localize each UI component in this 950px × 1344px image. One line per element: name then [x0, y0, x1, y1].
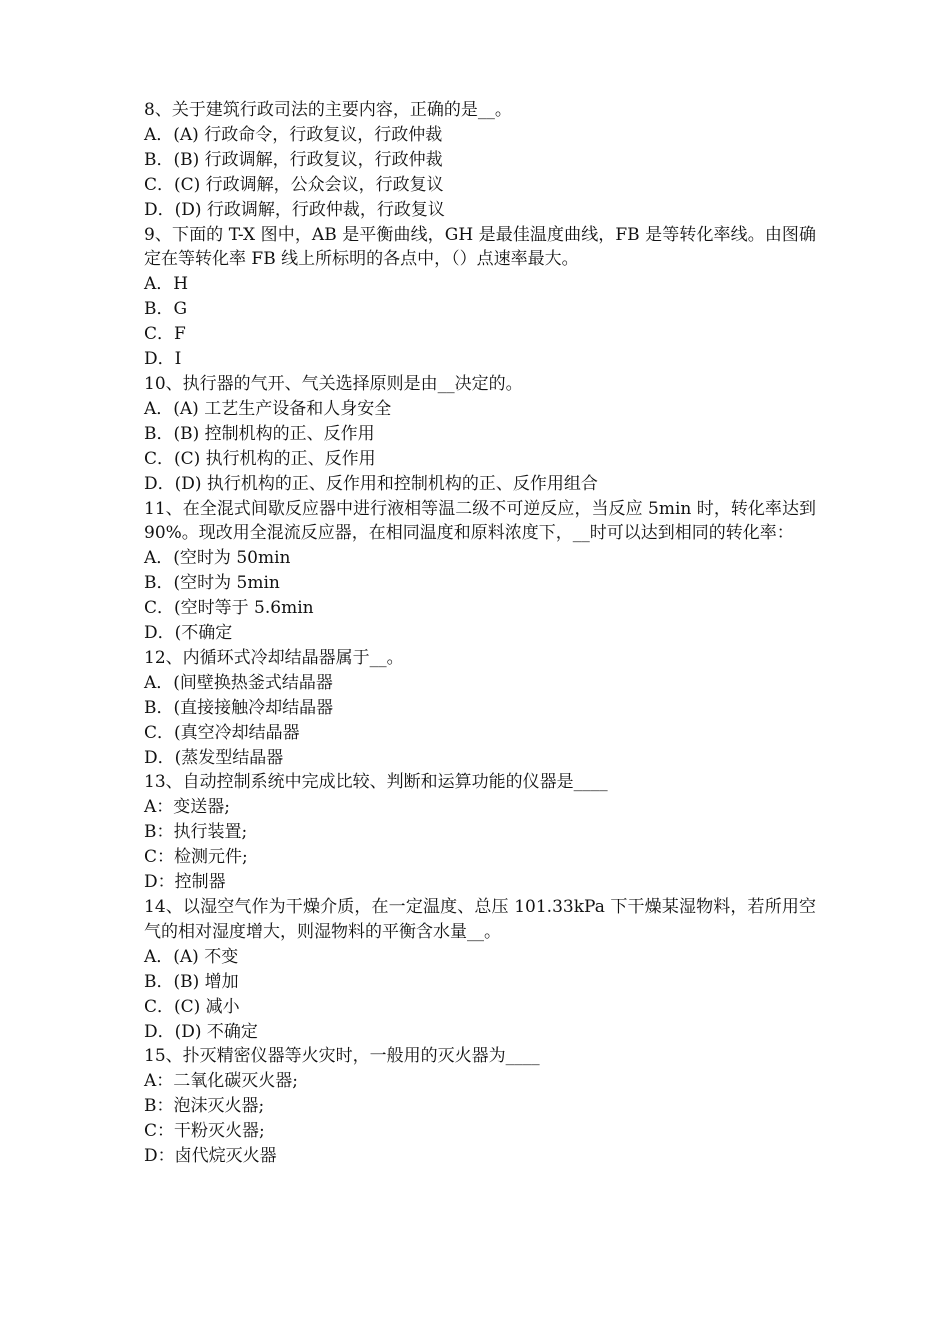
option-a: A：变送器; [144, 797, 231, 818]
question-text: 8、关于建筑行政司法的主要内容，正确的是__。 [144, 100, 512, 120]
option-b: B．(空时为 5min [144, 573, 280, 594]
option-c: C．F [144, 324, 186, 345]
option-c: C．(空时等于 5.6min [144, 598, 314, 619]
option-b: B．(直接接触冷却结晶器 [144, 697, 334, 718]
option-c: C．(C) 执行机构的正、反作用 [144, 448, 376, 469]
question-10 [144, 372, 816, 497]
question-text: 9、下面的 T-X 图中，AB 是平衡曲线，GH 是最佳温度曲线，FB 是等转化率线。由图确定在等转化率 FB 线上所标明的各点中，（）点速率最大。 [144, 224, 816, 270]
option-b: B．G [144, 299, 188, 320]
question-text: 12、内循环式冷却结晶器属于__。 [144, 647, 404, 668]
option-d: D．(不确定 [144, 623, 233, 644]
question-text: 10、执行器的气开、气关选择原则是由__决定的。 [144, 373, 523, 394]
question-text: 11、在全混式间歇反应器中进行液相等温二级不可逆反应，当反应 5min 时，转化率达到 90%。现改用全混流反应器，在相同温度和原料浓度下，__时可以达到相同的转化率： [144, 498, 816, 544]
option-b: B：执行装置; [144, 822, 248, 843]
option-b: B．(B) 行政调解，行政复议，行政仲裁 [144, 149, 443, 170]
question-text: 14、以湿空气作为干燥介质，在一定温度、总压 101.33kPa 下干燥某湿物料，若所用空气的相对湿度增大，则湿物料的平衡含水量__。 [144, 897, 816, 942]
question-11 [144, 497, 816, 646]
option-a: A．(间壁换热釜式结晶器 [144, 672, 333, 693]
option-c: C．(C) 行政调解，公众会议，行政复议 [144, 174, 444, 195]
question-15 [144, 1044, 816, 1169]
option-d: D．(D) 不确定 [144, 1021, 258, 1042]
option-b: B．(B) 控制机构的正、反作用 [144, 423, 375, 444]
option-d: D．(D) 行政调解，行政仲裁，行政复议 [144, 199, 445, 220]
option-d: D．(蒸发型结晶器 [144, 747, 284, 768]
question-14 [144, 895, 816, 1044]
option-c: C．(真空冷却结晶器 [144, 722, 300, 743]
option-c: C．(C) 减小 [144, 996, 240, 1017]
document-page [144, 98, 816, 1169]
option-c: C：检测元件; [144, 847, 248, 868]
option-a: A．H [144, 274, 189, 295]
option-d: D．(D) 执行机构的正、反作用和控制机构的正、反作用组合 [144, 473, 598, 494]
question-text: 13、自动控制系统中完成比较、判断和运算功能的仪器是____ [144, 772, 608, 793]
option-b: B．(B) 增加 [144, 971, 239, 992]
question-9 [144, 223, 816, 372]
option-d: D．I [144, 349, 182, 370]
question-12 [144, 646, 816, 771]
option-a: A．(A) 不变 [144, 946, 239, 967]
option-c: C：干粉灭火器; [144, 1121, 265, 1142]
option-a: A．(空时为 50min [144, 548, 291, 569]
option-d: D：卤代烷灭火器 [144, 1146, 277, 1167]
option-a: A．(A) 工艺生产设备和人身安全 [144, 398, 392, 419]
question-8 [144, 98, 816, 223]
question-13 [144, 770, 816, 895]
option-b: B：泡沫灭火器; [144, 1096, 265, 1117]
question-text: 15、扑灭精密仪器等火灾时，一般用的灭火器为____ [144, 1046, 540, 1067]
option-a: A．(A) 行政命令，行政复议，行政仲裁 [144, 124, 443, 145]
option-d: D：控制器 [144, 872, 226, 893]
option-a: A：二氧化碳灭火器; [144, 1071, 299, 1092]
